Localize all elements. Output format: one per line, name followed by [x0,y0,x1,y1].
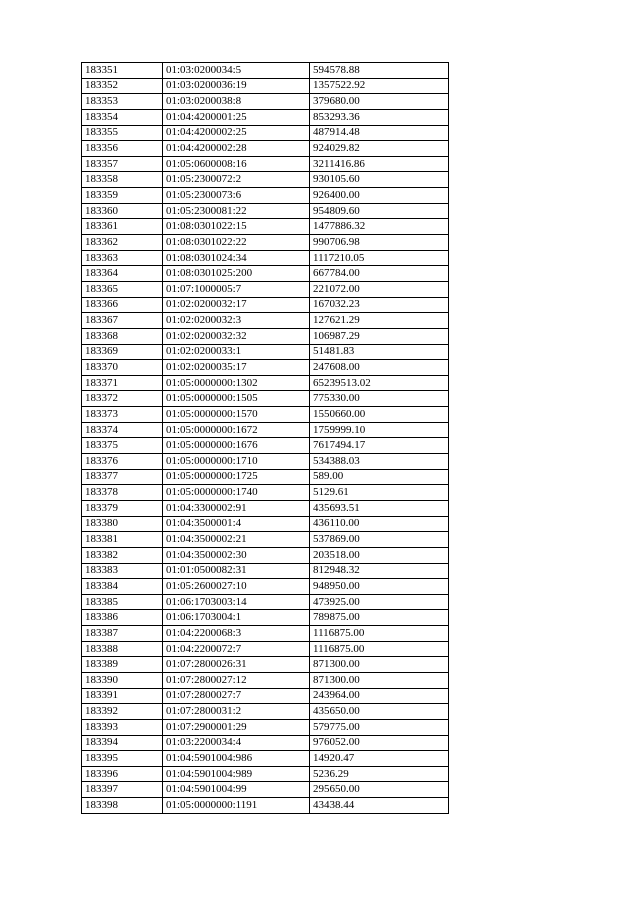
value-amount-cell: 812948.32 [310,563,449,579]
row-id-cell: 183353 [82,94,163,110]
cadastral-number-cell: 01:08:0301022:22 [163,235,310,251]
cadastral-number-cell: 01:05:0000000:1725 [163,469,310,485]
table-row [82,547,449,563]
row-id-cell: 183380 [82,516,163,532]
cadastral-number-cell: 01:05:0000000:1672 [163,422,310,438]
cadastral-number-cell: 01:05:0000000:1570 [163,407,310,423]
row-id-cell: 183398 [82,798,163,814]
row-id-cell: 183362 [82,235,163,251]
table-row [82,641,449,657]
value-amount-cell: 3211416.86 [310,156,449,172]
cadastral-number-cell: 01:07:2800031:2 [163,704,310,720]
row-id-cell: 183389 [82,657,163,673]
row-id-cell: 183383 [82,563,163,579]
row-id-cell: 183397 [82,782,163,798]
value-amount-cell: 1116875.00 [310,641,449,657]
table-row [82,579,449,595]
value-amount-cell: 436110.00 [310,516,449,532]
table-row [82,485,449,501]
cadastral-number-cell: 01:02:0200032:32 [163,328,310,344]
cadastral-number-cell: 01:07:2800027:7 [163,688,310,704]
row-id-cell: 183365 [82,281,163,297]
cadastral-number-cell: 01:05:2300081:22 [163,203,310,219]
row-id-cell: 183356 [82,141,163,157]
value-amount-cell: 1759999.10 [310,422,449,438]
cadastral-number-cell: 01:07:2800027:12 [163,672,310,688]
row-id-cell: 183363 [82,250,163,266]
table-row [82,141,449,157]
table-row [82,454,449,470]
row-id-cell: 183392 [82,704,163,720]
row-id-cell: 183379 [82,500,163,516]
cadastral-number-cell: 01:04:3500002:30 [163,547,310,563]
cadastral-number-cell: 01:04:3500001:4 [163,516,310,532]
cadastral-number-cell: 01:07:2900001:29 [163,719,310,735]
value-amount-cell: 379680.00 [310,94,449,110]
row-id-cell: 183368 [82,328,163,344]
value-amount-cell: 243964.00 [310,688,449,704]
table-row [82,532,449,548]
row-id-cell: 183384 [82,579,163,595]
cadastral-number-cell: 01:03:0200038:8 [163,94,310,110]
value-amount-cell: 1550660.00 [310,407,449,423]
row-id-cell: 183378 [82,485,163,501]
cadastral-number-cell: 01:02:0200032:17 [163,297,310,313]
cadastral-number-cell: 01:05:0000000:1505 [163,391,310,407]
row-id-cell: 183369 [82,344,163,360]
table-body [82,63,449,814]
table-row [82,188,449,204]
value-amount-cell: 871300.00 [310,672,449,688]
table-row [82,266,449,282]
table-row [82,798,449,814]
cadastral-number-cell: 01:01:0500082:31 [163,563,310,579]
table-row [82,313,449,329]
cadastral-number-cell: 01:07:2800026:31 [163,657,310,673]
table-row [82,172,449,188]
table-row [82,735,449,751]
value-amount-cell: 487914.48 [310,125,449,141]
cadastral-number-cell: 01:08:0301025:200 [163,266,310,282]
row-id-cell: 183394 [82,735,163,751]
cadastral-number-cell: 01:05:2300073:6 [163,188,310,204]
cadastral-number-cell: 01:05:0000000:1302 [163,375,310,391]
table-row [82,203,449,219]
value-amount-cell: 127621.29 [310,313,449,329]
cadastral-number-cell: 01:02:0200035:17 [163,360,310,376]
cadastral-number-cell: 01:04:5901004:986 [163,751,310,767]
table-row [82,438,449,454]
row-id-cell: 183387 [82,626,163,642]
row-id-cell: 183351 [82,63,163,79]
value-amount-cell: 51481.83 [310,344,449,360]
row-id-cell: 183364 [82,266,163,282]
cadastral-number-cell: 01:04:4200002:28 [163,141,310,157]
table-row [82,704,449,720]
value-amount-cell: 435693.51 [310,500,449,516]
table-row [82,766,449,782]
value-amount-cell: 1117210.05 [310,250,449,266]
cadastral-number-cell: 01:05:0600008:16 [163,156,310,172]
row-id-cell: 183367 [82,313,163,329]
row-id-cell: 183355 [82,125,163,141]
cadastral-number-cell: 01:08:0301024:34 [163,250,310,266]
row-id-cell: 183372 [82,391,163,407]
cadastral-number-cell: 01:06:1703003:14 [163,594,310,610]
value-amount-cell: 65239513.02 [310,375,449,391]
row-id-cell: 183382 [82,547,163,563]
cadastral-number-cell: 01:07:1000005:7 [163,281,310,297]
table-row [82,235,449,251]
table-row [82,751,449,767]
table-row [82,688,449,704]
value-amount-cell: 5129.61 [310,485,449,501]
row-id-cell: 183359 [82,188,163,204]
table-row [82,516,449,532]
cadastral-number-cell: 01:05:2600027:10 [163,579,310,595]
table-row [82,563,449,579]
table-row [82,719,449,735]
value-amount-cell: 579775.00 [310,719,449,735]
table-row [82,360,449,376]
cadastral-number-cell: 01:04:5901004:989 [163,766,310,782]
row-id-cell: 183370 [82,360,163,376]
value-amount-cell: 221072.00 [310,281,449,297]
value-amount-cell: 473925.00 [310,594,449,610]
value-amount-cell: 106987.29 [310,328,449,344]
value-amount-cell: 594578.88 [310,63,449,79]
cadastral-number-cell: 01:04:2200072:7 [163,641,310,657]
table-row [82,109,449,125]
value-amount-cell: 789875.00 [310,610,449,626]
cadastral-number-cell: 01:03:0200036:19 [163,78,310,94]
value-amount-cell: 203518.00 [310,547,449,563]
value-amount-cell: 775330.00 [310,391,449,407]
table-row [82,250,449,266]
value-amount-cell: 1357522.92 [310,78,449,94]
table-row [82,594,449,610]
table-row [82,156,449,172]
cadastral-number-cell: 01:05:0000000:1710 [163,454,310,470]
value-amount-cell: 990706.98 [310,235,449,251]
value-amount-cell: 1477886.32 [310,219,449,235]
table-row [82,297,449,313]
row-id-cell: 183361 [82,219,163,235]
value-amount-cell: 14920.47 [310,751,449,767]
table-row [82,657,449,673]
value-amount-cell: 667784.00 [310,266,449,282]
cadastral-number-cell: 01:02:0200032:3 [163,313,310,329]
table-row [82,500,449,516]
row-id-cell: 183391 [82,688,163,704]
table-row [82,63,449,79]
value-amount-cell: 871300.00 [310,657,449,673]
row-id-cell: 183366 [82,297,163,313]
cadastral-value-table [81,62,449,814]
table-row [82,125,449,141]
cadastral-number-cell: 01:05:0000000:1191 [163,798,310,814]
value-amount-cell: 1116875.00 [310,626,449,642]
value-amount-cell: 7617494.17 [310,438,449,454]
table-row [82,407,449,423]
table-row [82,610,449,626]
value-amount-cell: 954809.60 [310,203,449,219]
table-row [82,375,449,391]
row-id-cell: 183354 [82,109,163,125]
table-row [82,344,449,360]
row-id-cell: 183377 [82,469,163,485]
cadastral-number-cell: 01:04:4200002:25 [163,125,310,141]
value-amount-cell: 853293.36 [310,109,449,125]
value-amount-cell: 247608.00 [310,360,449,376]
cadastral-number-cell: 01:05:0000000:1676 [163,438,310,454]
table-row [82,782,449,798]
table-row [82,219,449,235]
table-row [82,78,449,94]
row-id-cell: 183358 [82,172,163,188]
row-id-cell: 183371 [82,375,163,391]
value-amount-cell: 589.00 [310,469,449,485]
cadastral-number-cell: 01:04:2200068:3 [163,626,310,642]
cadastral-number-cell: 01:03:2200034:4 [163,735,310,751]
cadastral-number-cell: 01:03:0200034:5 [163,63,310,79]
value-amount-cell: 295650.00 [310,782,449,798]
table-row [82,422,449,438]
table-row [82,281,449,297]
row-id-cell: 183385 [82,594,163,610]
cadastral-number-cell: 01:04:3500002:21 [163,532,310,548]
value-amount-cell: 948950.00 [310,579,449,595]
table-row [82,672,449,688]
value-amount-cell: 43438.44 [310,798,449,814]
row-id-cell: 183357 [82,156,163,172]
value-amount-cell: 167032.23 [310,297,449,313]
row-id-cell: 183395 [82,751,163,767]
table-row [82,469,449,485]
cadastral-number-cell: 01:04:5901004:99 [163,782,310,798]
row-id-cell: 183375 [82,438,163,454]
row-id-cell: 183376 [82,454,163,470]
value-amount-cell: 930105.60 [310,172,449,188]
value-amount-cell: 435650.00 [310,704,449,720]
value-amount-cell: 534388.03 [310,454,449,470]
cadastral-number-cell: 01:08:0301022:15 [163,219,310,235]
value-amount-cell: 5236.29 [310,766,449,782]
table-row [82,391,449,407]
row-id-cell: 183393 [82,719,163,735]
cadastral-number-cell: 01:04:3300002:91 [163,500,310,516]
cadastral-number-cell: 01:02:0200033:1 [163,344,310,360]
cadastral-number-cell: 01:06:1703004:1 [163,610,310,626]
row-id-cell: 183360 [82,203,163,219]
value-amount-cell: 926400.00 [310,188,449,204]
value-amount-cell: 976052.00 [310,735,449,751]
table-row [82,94,449,110]
row-id-cell: 183352 [82,78,163,94]
table-row [82,626,449,642]
row-id-cell: 183390 [82,672,163,688]
cadastral-number-cell: 01:04:4200001:25 [163,109,310,125]
cadastral-number-cell: 01:05:0000000:1740 [163,485,310,501]
cadastral-number-cell: 01:05:2300072:2 [163,172,310,188]
row-id-cell: 183374 [82,422,163,438]
value-amount-cell: 924029.82 [310,141,449,157]
row-id-cell: 183373 [82,407,163,423]
table-row [82,328,449,344]
value-amount-cell: 537869.00 [310,532,449,548]
row-id-cell: 183388 [82,641,163,657]
row-id-cell: 183381 [82,532,163,548]
row-id-cell: 183396 [82,766,163,782]
row-id-cell: 183386 [82,610,163,626]
